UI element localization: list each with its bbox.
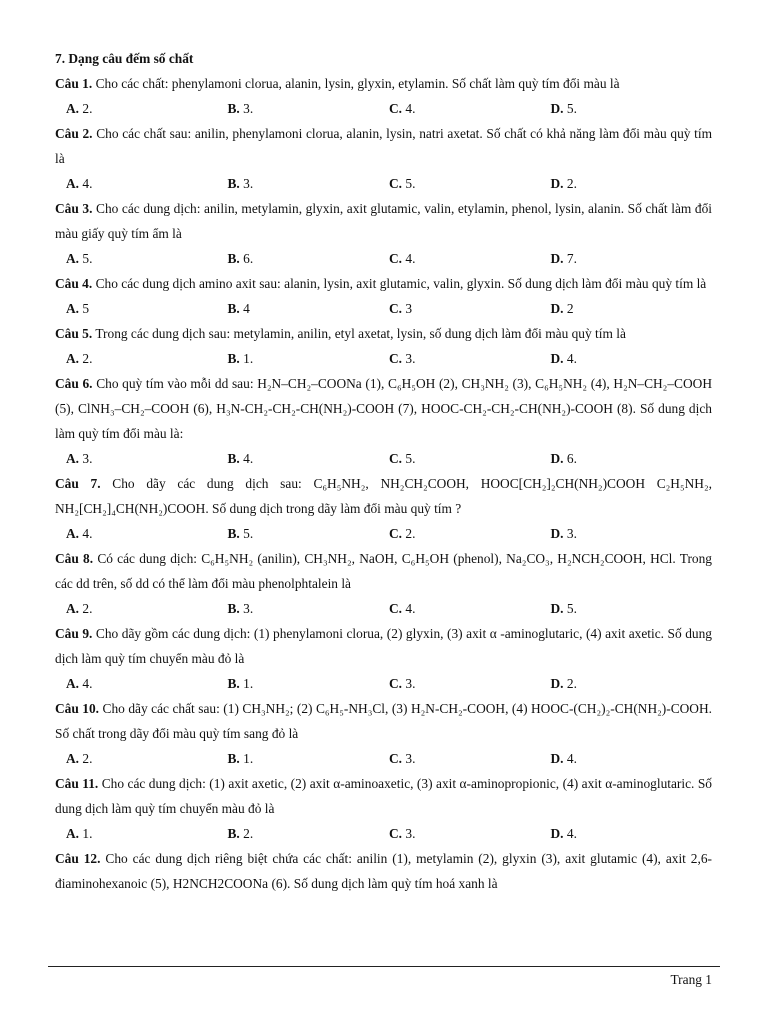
option-letter: C. <box>389 351 403 366</box>
option-value: 5. <box>243 526 254 541</box>
option-value: 4. <box>405 601 416 616</box>
option-letter: C. <box>389 251 403 266</box>
option-value: 4. <box>243 451 254 466</box>
option-value: 1. <box>82 826 93 841</box>
option-letter: D. <box>550 826 564 841</box>
option-letter: C. <box>389 101 403 116</box>
answer-option <box>228 821 390 846</box>
option-letter: D. <box>550 526 564 541</box>
question-text: Cho quỳ tím vào mỗi dd sau: H₂N–CH₂–COONa (1), C₆H₅OH (2), CH₃NH₂ (3), C₆H₅NH₂ (4), H₂N–CH₂–COOH (5), ClNH₃–CH₂–COOH (6), H₃N-CH₂-CH₂-CH(NH₂)-COOH (7), HOOC-CH₂-CH₂-CH(NH₂)-COOH (8). Số dung dịch làm quỳ tím đổi màu là: <box>55 376 712 441</box>
option-value: 1. <box>243 351 254 366</box>
question-text: Cho các dung dịch amino axit sau: alanin, lysin, axit glutamic, valin, glyxin. Số dung dịch làm đổi màu quỳ tím là <box>95 276 707 291</box>
option-letter: B. <box>227 176 240 191</box>
answer-options <box>55 671 712 696</box>
question-1 <box>55 71 712 96</box>
option-letter: B. <box>227 301 240 316</box>
question-number: Câu 7. <box>55 476 101 491</box>
answer-option <box>66 746 228 771</box>
answer-option <box>228 246 390 271</box>
question-7 <box>55 471 712 521</box>
answer-option <box>66 296 228 321</box>
option-value: 2. <box>82 601 93 616</box>
option-letter: B. <box>227 526 240 541</box>
answer-options <box>55 746 712 771</box>
answer-option <box>551 446 713 471</box>
option-letter: A. <box>66 101 80 116</box>
answer-option <box>551 246 713 271</box>
answer-options <box>55 296 712 321</box>
answer-option <box>551 171 713 196</box>
answer-options <box>55 346 712 371</box>
question-number: Câu 1. <box>55 76 93 91</box>
answer-option <box>389 671 551 696</box>
option-value: 3. <box>405 676 416 691</box>
question-3 <box>55 196 712 246</box>
option-value: 2. <box>405 526 416 541</box>
question-number: Câu 2. <box>55 126 93 141</box>
question-number: Câu 3. <box>55 201 93 216</box>
option-letter: A. <box>66 526 80 541</box>
option-value: 2. <box>82 101 93 116</box>
question-text: Cho các chất: phenylamoni clorua, alanin, lysin, glyxin, etylamin. Số chất làm quỳ tím đổi màu là <box>95 76 620 91</box>
question-number: Câu 12. <box>55 851 101 866</box>
answer-option <box>389 346 551 371</box>
option-value: 3. <box>243 601 254 616</box>
answer-option <box>551 746 713 771</box>
question-number: Câu 11. <box>55 776 99 791</box>
answer-option <box>551 96 713 121</box>
option-value: 2. <box>566 676 577 691</box>
answer-option <box>66 171 228 196</box>
answer-options <box>55 446 712 471</box>
option-letter: A. <box>66 351 80 366</box>
option-value: 6. <box>566 451 577 466</box>
option-value: 3. <box>566 526 577 541</box>
answer-option <box>66 671 228 696</box>
option-letter: C. <box>389 751 403 766</box>
option-value: 3 <box>405 301 413 316</box>
option-value: 4. <box>82 176 93 191</box>
option-letter: D. <box>550 676 564 691</box>
option-letter: C. <box>389 676 403 691</box>
answer-options <box>55 171 712 196</box>
answer-option <box>66 821 228 846</box>
question-2 <box>55 121 712 171</box>
option-value: 4. <box>566 751 577 766</box>
option-value: 6. <box>243 251 254 266</box>
option-value: 3. <box>405 351 416 366</box>
answer-option <box>389 746 551 771</box>
option-letter: D. <box>550 351 564 366</box>
question-text: Cho dãy các dung dịch sau: C₆H₅NH₂, NH₂CH₂COOH, HOOC[CH₂]₂CH(NH₂)COOH C₂H₅NH₂, NH₂[CH₂]₄CH(NH₂)COOH. Số dung dịch trong dãy làm đổi màu quỳ tím ? <box>55 476 712 516</box>
option-value: 5. <box>405 176 416 191</box>
option-value: 2 <box>566 301 574 316</box>
option-letter: D. <box>550 451 564 466</box>
question-12 <box>55 846 712 896</box>
option-value: 4. <box>405 101 416 116</box>
option-letter: A. <box>66 676 80 691</box>
answer-option <box>389 296 551 321</box>
answer-option <box>228 446 390 471</box>
answer-option <box>228 671 390 696</box>
option-letter: B. <box>227 601 240 616</box>
answer-option <box>389 521 551 546</box>
answer-option <box>389 246 551 271</box>
answer-option <box>551 346 713 371</box>
option-letter: B. <box>227 101 240 116</box>
answer-option <box>228 96 390 121</box>
answer-option <box>551 521 713 546</box>
option-letter: A. <box>66 826 80 841</box>
answer-option <box>228 746 390 771</box>
question-list <box>55 71 712 896</box>
answer-option <box>551 596 713 621</box>
question-text: Trong các dung dịch sau: metylamin, anilin, etyl axetat, lysin, số dung dịch làm đổi màu quỳ tím là <box>95 326 626 341</box>
option-letter: B. <box>227 676 240 691</box>
option-letter: A. <box>66 301 80 316</box>
option-value: 3. <box>243 176 254 191</box>
option-value: 2. <box>82 351 93 366</box>
option-letter: B. <box>227 826 240 841</box>
answer-option <box>389 96 551 121</box>
option-value: 4. <box>405 251 416 266</box>
answer-options <box>55 96 712 121</box>
page-footer: Trang 1 <box>670 972 712 987</box>
option-letter: D. <box>550 176 564 191</box>
answer-options <box>55 246 712 271</box>
option-value: 4. <box>566 351 577 366</box>
question-10 <box>55 696 712 746</box>
option-value: 4 <box>243 301 250 316</box>
option-value: 3. <box>405 826 416 841</box>
answer-option <box>551 821 713 846</box>
question-text: Cho các dung dịch: anilin, metylamin, glyxin, axit glutamic, valin, etylamin, phenol, lysin, alanin. Số chất làm đổi màu giấy quỳ tím ẩm là <box>55 201 712 241</box>
answer-option <box>66 521 228 546</box>
option-value: 5. <box>405 451 416 466</box>
answer-option <box>228 346 390 371</box>
option-value: 1. <box>243 751 254 766</box>
option-value: 3. <box>82 451 93 466</box>
option-letter: C. <box>389 301 403 316</box>
option-value: 7. <box>566 251 577 266</box>
option-letter: B. <box>227 451 240 466</box>
answer-options <box>55 821 712 846</box>
option-letter: C. <box>389 176 403 191</box>
question-5 <box>55 321 712 346</box>
option-letter: C. <box>389 826 403 841</box>
document-page <box>55 46 712 896</box>
answer-option <box>66 446 228 471</box>
option-letter: B. <box>227 751 240 766</box>
section-title: 7. Dạng câu đếm số chất <box>55 51 194 66</box>
answer-options <box>55 521 712 546</box>
option-value: 2. <box>566 176 577 191</box>
answer-option <box>66 96 228 121</box>
answer-option <box>389 171 551 196</box>
answer-option <box>551 296 713 321</box>
question-text: Cho các dung dịch: (1) axit axetic, (2) axit α-aminoaxetic, (3) axit α-aminopropionic, (4) axit α-aminoglutaric. Số dung dịch làm quỳ tím chuyển màu đỏ là <box>55 776 712 816</box>
question-text: Cho các chất sau: anilin, phenylamoni clorua, alanin, lysin, natri axetat. Số chất có khả năng làm đổi màu quỳ tím là <box>55 126 712 166</box>
answer-option <box>389 596 551 621</box>
option-value: 5. <box>82 251 93 266</box>
answer-option <box>551 671 713 696</box>
answer-option <box>228 521 390 546</box>
question-9 <box>55 621 712 671</box>
answer-option <box>228 171 390 196</box>
option-letter: C. <box>389 526 403 541</box>
option-letter: B. <box>227 351 240 366</box>
answer-option <box>389 446 551 471</box>
answer-option <box>389 821 551 846</box>
option-letter: A. <box>66 451 80 466</box>
option-value: 5. <box>566 101 577 116</box>
option-value: 1. <box>243 676 254 691</box>
question-6 <box>55 371 712 446</box>
option-value: 2. <box>82 751 93 766</box>
answer-option <box>228 296 390 321</box>
question-number: Câu 5. <box>55 326 93 341</box>
option-value: 3. <box>405 751 416 766</box>
option-letter: A. <box>66 251 80 266</box>
question-number: Câu 4. <box>55 276 93 291</box>
option-value: 3. <box>243 101 254 116</box>
option-letter: B. <box>227 251 240 266</box>
option-letter: D. <box>550 251 564 266</box>
question-text: Cho dãy gồm các dung dịch: (1) phenylamoni clorua, (2) glyxin, (3) axit α -aminoglutaric, (4) axit axetic. Số dung dịch làm quỳ tím chuyển màu đỏ là <box>55 626 712 666</box>
option-letter: A. <box>66 176 80 191</box>
question-number: Câu 10. <box>55 701 100 716</box>
question-11 <box>55 771 712 821</box>
option-letter: A. <box>66 601 80 616</box>
question-4 <box>55 271 712 296</box>
question-text: Cho dãy các chất sau: (1) CH₃NH₂; (2) C₆H₅-NH₃Cl, (3) H₂N-CH₂-COOH, (4) HOOC-(CH₂)₂-CH(NH₂)-COOH. Số chất trong dãy đổi màu quỳ tím sang đỏ là <box>55 701 712 741</box>
answer-option <box>228 596 390 621</box>
option-value: 4. <box>82 676 93 691</box>
footer-divider <box>48 966 720 967</box>
option-letter: D. <box>550 751 564 766</box>
option-value: 5. <box>566 601 577 616</box>
question-8 <box>55 546 712 596</box>
option-value: 5 <box>82 301 90 316</box>
question-number: Câu 6. <box>55 376 93 391</box>
option-letter: D. <box>550 101 564 116</box>
option-value: 2. <box>243 826 254 841</box>
option-letter: D. <box>550 601 564 616</box>
option-letter: A. <box>66 751 80 766</box>
answer-option <box>66 246 228 271</box>
question-number: Câu 9. <box>55 626 93 641</box>
question-text: Cho các dung dịch riêng biệt chứa các chất: anilin (1), metylamin (2), glyxin (3), axit glutamic (4), axit 2,6-điaminohexanoic (5), H2NCH2COONa (6). Số dung dịch làm quỳ tím hoá xanh là <box>55 851 712 891</box>
option-value: 4. <box>566 826 577 841</box>
answer-option <box>66 596 228 621</box>
question-text: Có các dung dịch: C₆H₅NH₂ (anilin), CH₃NH₂, NaOH, C₆H₅OH (phenol), Na₂CO₃, H₂NCH₂COOH, HCl. Trong các dd trên, số dd có thể làm đổi màu phenolphtalein là <box>55 551 712 591</box>
option-value: 4. <box>82 526 93 541</box>
option-letter: C. <box>389 601 403 616</box>
question-number: Câu 8. <box>55 551 94 566</box>
answer-option <box>66 346 228 371</box>
answer-options <box>55 596 712 621</box>
option-letter: D. <box>550 301 564 316</box>
option-letter: C. <box>389 451 403 466</box>
